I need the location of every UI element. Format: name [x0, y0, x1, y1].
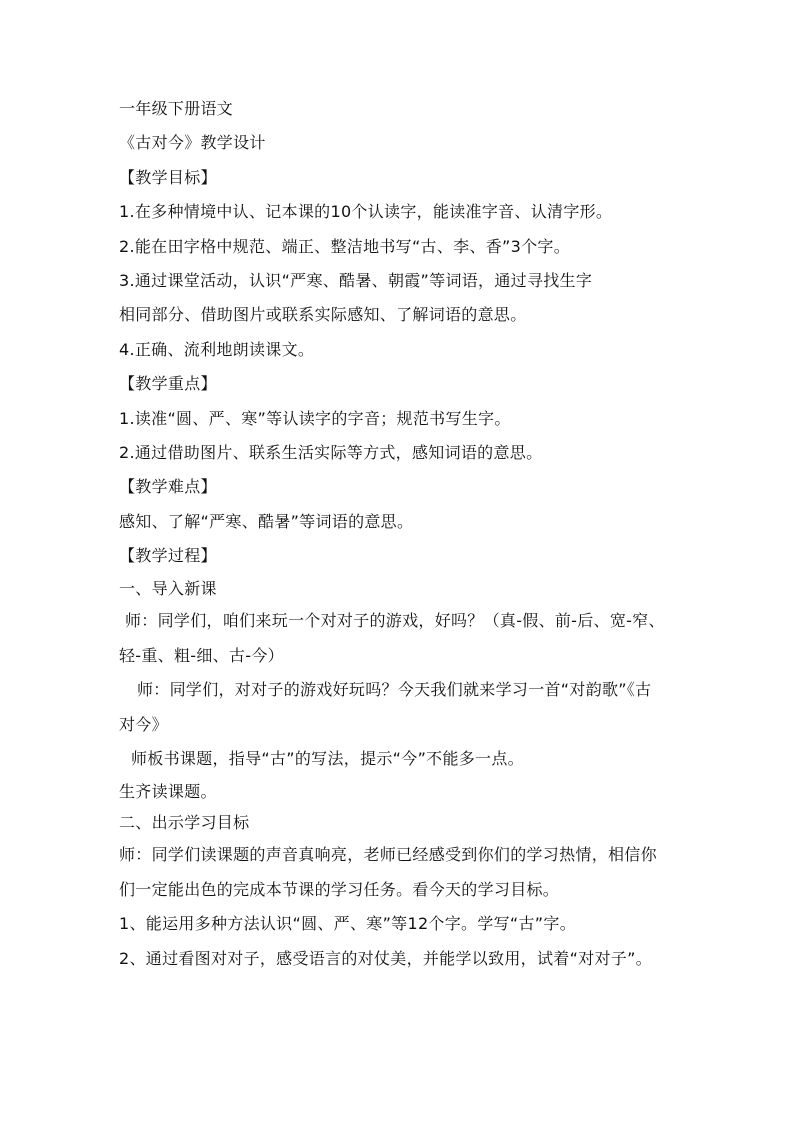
- section-heading-process: 【教学过程】: [119, 546, 217, 566]
- learning-goal-item: 2、通过看图对对子，感受语言的对仗美，并能学以致用，试着“对对子”。: [119, 948, 652, 968]
- key-point-item: 1.读准“圆、严、寒”等认读字的字音；规范书写生字。: [119, 408, 511, 428]
- paragraph: 师：同学们，对对子的游戏好玩吗？今天我们就来学习一首“对韵歌”《古: [137, 680, 652, 700]
- section-heading-objectives: 【教学目标】: [119, 167, 217, 187]
- paragraph: 师：同学们读课题的声音真响亮，老师已经感受到你们的学习热情，相信你: [119, 845, 657, 865]
- grade-subject: 一年级下册语文: [119, 99, 234, 118]
- step-heading: 二、出示学习目标: [119, 813, 250, 833]
- step-heading: 一、导入新课: [119, 579, 217, 599]
- paragraph: 师板书课题，指导“古”的写法，提示“今”不能多一点。: [131, 749, 524, 769]
- objective-item: 4.正确、流利地朗读课文。: [119, 339, 315, 359]
- objective-item: 3.通过课堂活动，认识“严寒、酷暑、朝霞”等词语，通过寻找生字: [119, 270, 593, 290]
- document-title: 《古对今》教学设计: [119, 133, 266, 153]
- key-point-item: 2.通过借助图片、联系生活实际等方式，感知词语的意思。: [119, 442, 543, 462]
- paragraph-continued: 们一定能出色的完成本节课的学习任务。看今天的学习目标。: [119, 879, 560, 899]
- objective-item: 2.能在田字格中规范、端正、整洁地书写“古、李、香”3个字。: [119, 236, 571, 256]
- difficulty-item: 感知、了解“严寒、酷暑”等词语的意思。: [119, 511, 414, 531]
- section-heading-key-points: 【教学重点】: [119, 374, 217, 394]
- paragraph: 师：同学们，咱们来玩一个对对子的游戏，好吗？（真-假、前-后、宽-窄、: [125, 611, 665, 631]
- objective-item: 1.在多种情境中认、记本课的10个认读字，能读准字音、认清字形。: [119, 202, 613, 222]
- paragraph-continued: 对今》: [119, 714, 168, 734]
- objective-item-continued: 相同部分、借助图片或联系实际感知、了解词语的意思。: [119, 305, 527, 325]
- learning-goal-item: 1、能运用多种方法认识“圆、严、寒”等12个字。学写“古”字。: [119, 914, 576, 934]
- section-heading-difficulties: 【教学难点】: [119, 477, 217, 497]
- paragraph-continued: 轻-重、粗-细、古-今）: [119, 645, 284, 665]
- document-body: [119, 92, 699, 976]
- paragraph: 生齐读课题。: [119, 782, 217, 802]
